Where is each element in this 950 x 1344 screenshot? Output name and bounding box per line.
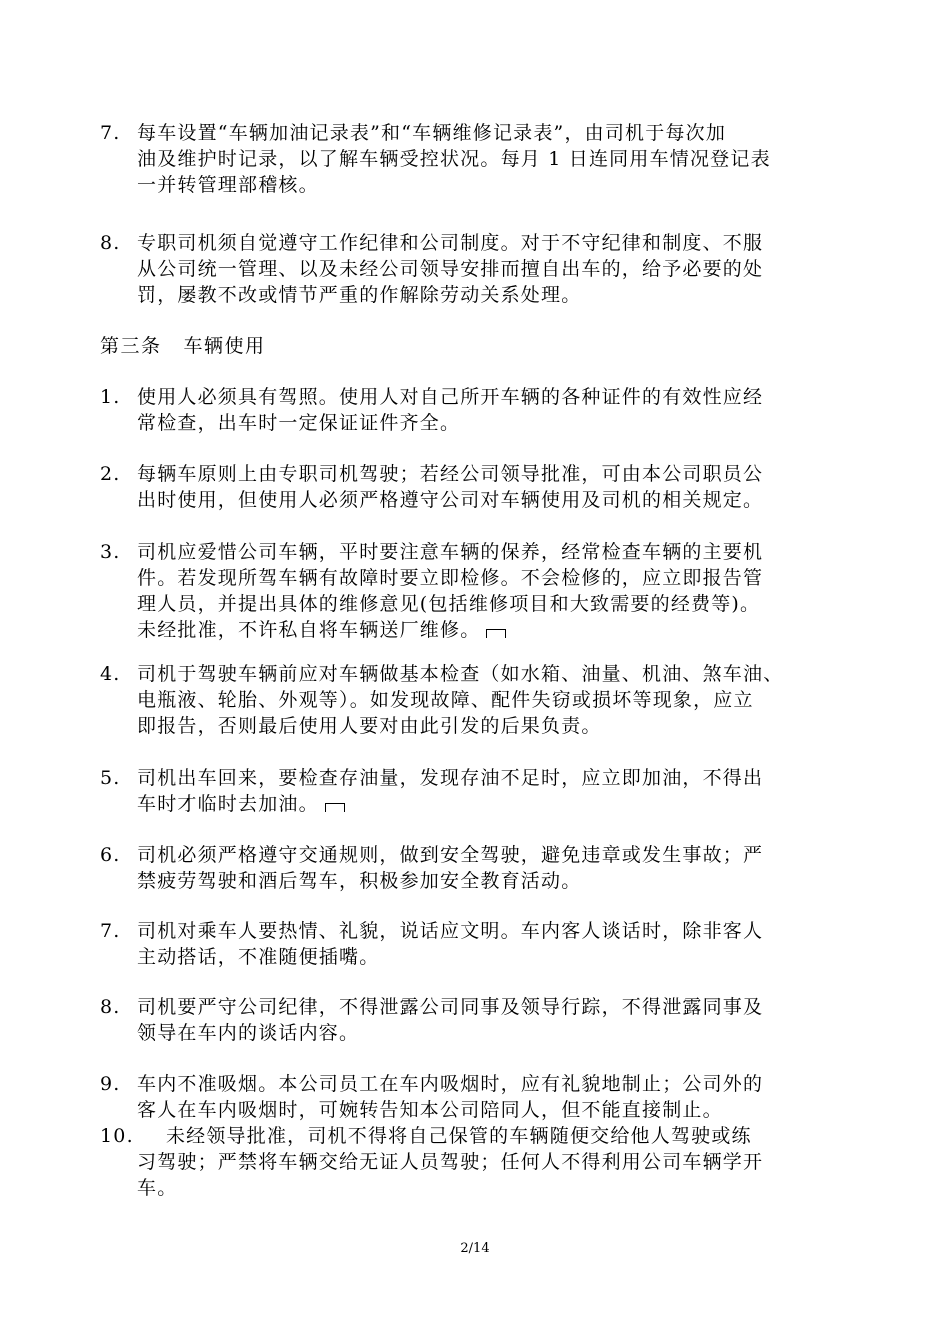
text-line: 即报告，否则最后使用人要对由此引发的后果负责。 [137,715,602,737]
text-line: 电瓶液、轮胎、外观等）。如发现故障、配件失窃或损坏等现象，应立 [137,689,754,711]
text-line: 常检查，出车时一定保证证件齐全。 [137,412,461,434]
list-item [100,539,840,643]
list-item [100,994,840,1046]
text-line: 禁疲劳驾驶和酒后驾车，积极参加安全教育活动。 [137,870,582,892]
text-line: 专职司机须自觉遵守工作纪律和公司制度。对于不守纪律和制度、不服 [137,232,764,254]
item-number: 1. [100,386,121,408]
list-item [100,461,840,513]
text-line: 出时使用，但使用人必须严格遵守公司对车辆使用及司机的相关规定。 [137,489,764,511]
list-item [100,1071,840,1123]
text-line: 主动搭话，不准随便插嘴。 [137,946,380,968]
list-item [100,384,840,436]
list-item [100,918,840,970]
item-number: 6. [100,844,121,866]
item-number: 8. [100,996,121,1018]
text-line: 一并转管理部稽核。 [137,174,319,196]
section-heading [100,333,266,359]
text-line: 习驾驶；严禁将车辆交给无证人员驾驶；任何人不得利用公司车辆学开 [137,1151,764,1173]
section-number: 第三条 [100,335,162,357]
text-line: 理人员，并提出具体的维修意见(包括维修项目和大致需要的经费等)。 [137,593,761,615]
text-line: 油及维护时记录，以了解车辆受控状况。每月 1 日连同用车情况登记表 [137,148,771,170]
text-line: 未经批准，不许私自将车辆送厂维修。 [137,619,481,641]
text-line: 司机应爱惜公司车辆，平时要注意车辆的保养，经常检查车辆的主要机 [137,541,764,563]
revision-mark-icon [325,803,345,812]
text-line: 司机出车回来，要检查存油量，发现存油不足时，应立即加油，不得出 [137,767,764,789]
item-number: 7. [100,920,121,942]
text-line: 领导在车内的谈话内容。 [137,1022,360,1044]
revision-mark-icon [486,629,506,638]
list-item [100,842,840,894]
text-line: 车内不准吸烟。本公司员工在车内吸烟时，应有礼貌地制止；公司外的 [137,1073,764,1095]
text-line: 每车设置“车辆加油记录表”和“车辆维修记录表”，由司机于每次加 [137,122,727,144]
item-number: 7. [100,122,121,144]
list-item [100,765,840,817]
text-line: 司机于驾驶车辆前应对车辆做基本检查（如水箱、油量、机油、煞车油、 [137,663,784,685]
page-number: 2/14 [460,1241,490,1256]
item-number: 5. [100,767,121,789]
section-title: 车辆使用 [183,335,266,357]
list-item [100,661,840,739]
item-number: 3. [100,541,121,563]
text-line: 罚，屡教不改或情节严重的作解除劳动关系处理。 [137,284,582,306]
clause-8-driver-discipline [100,230,840,308]
item-number: 4. [100,663,121,685]
text-line: 司机要严守公司纪律，不得泄露公司同事及领导行踪，不得泄露同事及 [137,996,764,1018]
list-item [100,1123,840,1201]
text-line: 司机对乘车人要热情、礼貌，说话应文明。车内客人谈话时，除非客人 [137,920,764,942]
text-line: 车时才临时去加油。 [137,793,319,815]
text-line: 客人在车内吸烟时，可婉转告知本公司陪同人，但不能直接制止。 [137,1099,723,1121]
item-number: 8. [100,232,121,254]
text-line: 每辆车原则上由专职司机驾驶；若经公司领导批准，可由本公司职员公 [137,463,764,485]
item-number: 9. [100,1073,121,1095]
text-line: 未经领导批准，司机不得将自己保管的车辆随便交给他人驾驶或练 [137,1125,752,1147]
text-line: 车。 [137,1177,178,1199]
clause-7-fuel-maintenance-log [100,120,840,198]
text-line: 件。若发现所驾车辆有故障时要立即检修。不会检修的，应立即报告管 [137,567,764,589]
text-line: 从公司统一管理、以及未经公司领导安排而擅自出车的，给予必要的处 [137,258,764,280]
item-number: 10. [100,1125,134,1147]
item-number: 2. [100,463,121,485]
text-line: 使用人必须具有驾照。使用人对自己所开车辆的各种证件的有效性应经 [137,386,764,408]
text-line: 司机必须严格遵守交通规则，做到安全驾驶，避免违章或发生事故；严 [137,844,764,866]
